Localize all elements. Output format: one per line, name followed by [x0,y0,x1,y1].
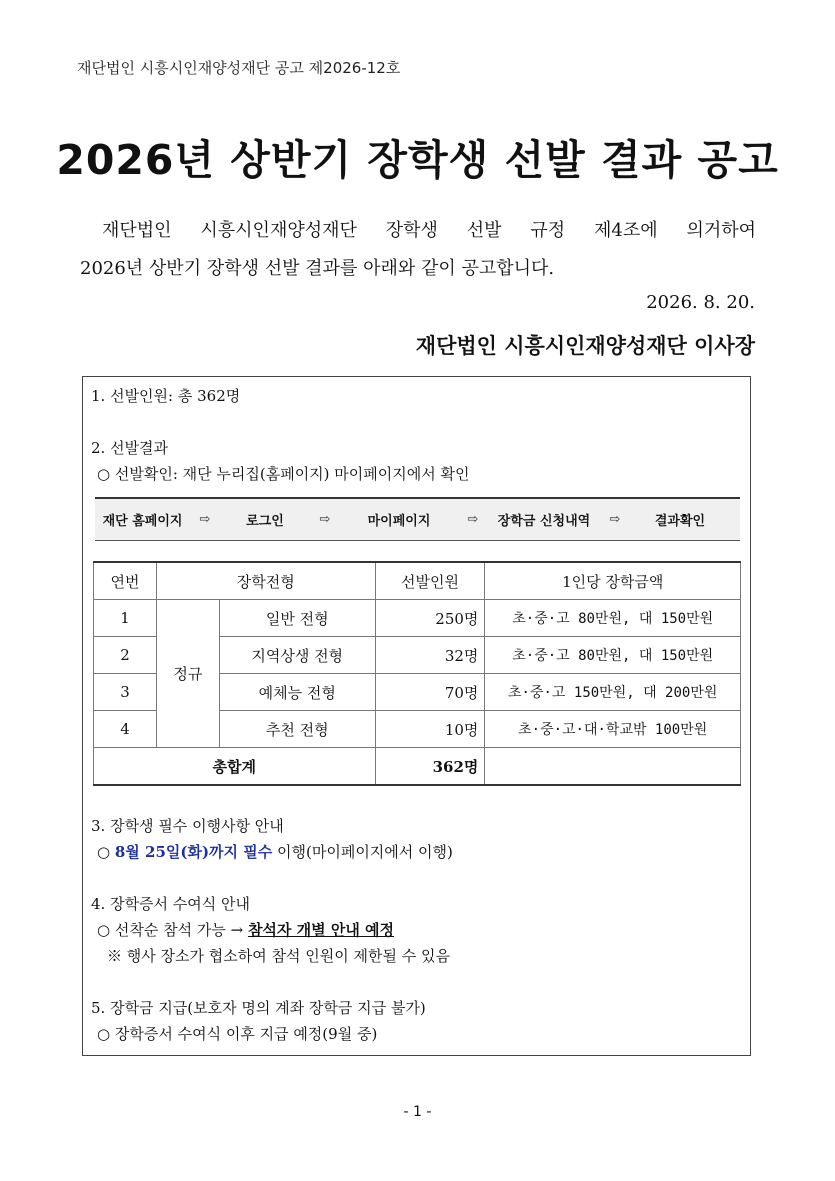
section-1-heading: 1. 선발인원: 총 362명 [91,387,241,405]
flow-step-login: 로그인 [246,514,284,529]
row-amount: 초·중·고·대·학교밖 100만원 [485,711,741,748]
intro-line-2: 2026년 상반기 장학생 선발 결과를 아래와 같이 공고합니다. [80,258,555,279]
section-3-note-rest: 이행(마이페이지에서 이행) [272,843,453,861]
total-amount-empty [485,748,741,786]
table-total-row [94,748,741,786]
row-no: 4 [94,711,157,748]
group-label: 정규 [156,600,219,748]
section-3-note [97,841,453,862]
row-amount: 초·중·고 80만원, 대 150만원 [485,600,741,637]
intro-paragraph [80,212,756,288]
row-no: 3 [94,674,157,711]
flow-step-home: 재단 홈페이지 [102,514,183,529]
arrow-icon: ⇨ [467,512,479,527]
arrow-icon: ⇨ [199,512,211,527]
document-number: 재단법인 시흥시인재양성재단 공고 제2026-12호 [77,59,401,77]
flow-step-mypage: 마이페이지 [367,514,431,529]
col-header-no: 연번 [94,562,157,600]
intro-line-1: 재단법인 시흥시인재양성재단 장학생 선발 규정 제4조에 의거하여 [102,220,756,241]
individual-notice-underline: 참석자 개별 안내 예정 [247,921,395,939]
row-amount: 초·중·고 80만원, 대 150만원 [485,637,741,674]
row-count: 10명 [375,711,485,748]
col-header-count: 선발인원 [375,562,485,600]
page-number: - 1 - [403,1104,432,1120]
row-type: 추천 전형 [219,711,375,748]
bullet-circle: ○ [97,843,115,861]
total-label: 총합계 [94,748,376,786]
flow-step-result: 결과확인 [654,514,706,529]
arrow-icon: ⇨ [609,512,621,527]
section-2-heading: 2. 선발결과 [91,439,169,457]
signer: 재단법인 시흥시인재양성재단 이사장 [415,333,755,358]
section-2-note: ○ 선발확인: 재단 누리집(홈페이지) 마이페이지에서 확인 [97,465,470,483]
table-header-row [94,562,741,600]
arrow-icon: ⇨ [319,512,331,527]
total-count: 362명 [375,748,485,786]
row-amount: 초·중·고 150만원, 대 200만원 [485,674,741,711]
section-4-heading: 4. 장학증서 수여식 안내 [91,895,251,913]
section-3-heading: 3. 장학생 필수 이행사항 안내 [91,817,284,835]
section-5-note: ○ 장학증서 수여식 이후 지급 예정(9월 중) [97,1025,378,1043]
content-box [82,376,751,1056]
row-type: 지역상생 전형 [219,637,375,674]
col-header-type: 장학전형 [156,562,375,600]
flow-step-application: 장학금 신청내역 [497,514,591,529]
row-count: 70명 [375,674,485,711]
section-4-note [97,919,394,940]
section-4-remark: ※ 행사 장소가 협소하여 참석 인원이 제한될 수 있음 [107,947,450,965]
deadline-highlight: 8월 25일(화)까지 필수 [114,843,273,861]
col-header-amount: 1인당 장학금액 [485,562,741,600]
row-type: 예체능 전형 [219,674,375,711]
process-flow [95,497,740,541]
row-count: 250명 [375,600,485,637]
row-no: 1 [94,600,157,637]
section-5-heading: 5. 장학금 지급(보호자 명의 계좌 장학금 지급 불가) [91,999,426,1017]
section-4-note-prefix: ○ 선착순 참석 가능 → [97,921,248,939]
row-no: 2 [94,637,157,674]
page-title: 2026년 상반기 장학생 선발 결과 공고 [56,136,779,184]
results-table [93,561,741,786]
table-row [94,600,741,637]
row-count: 32명 [375,637,485,674]
row-type: 일반 전형 [219,600,375,637]
announcement-date: 2026. 8. 20. [646,292,755,313]
